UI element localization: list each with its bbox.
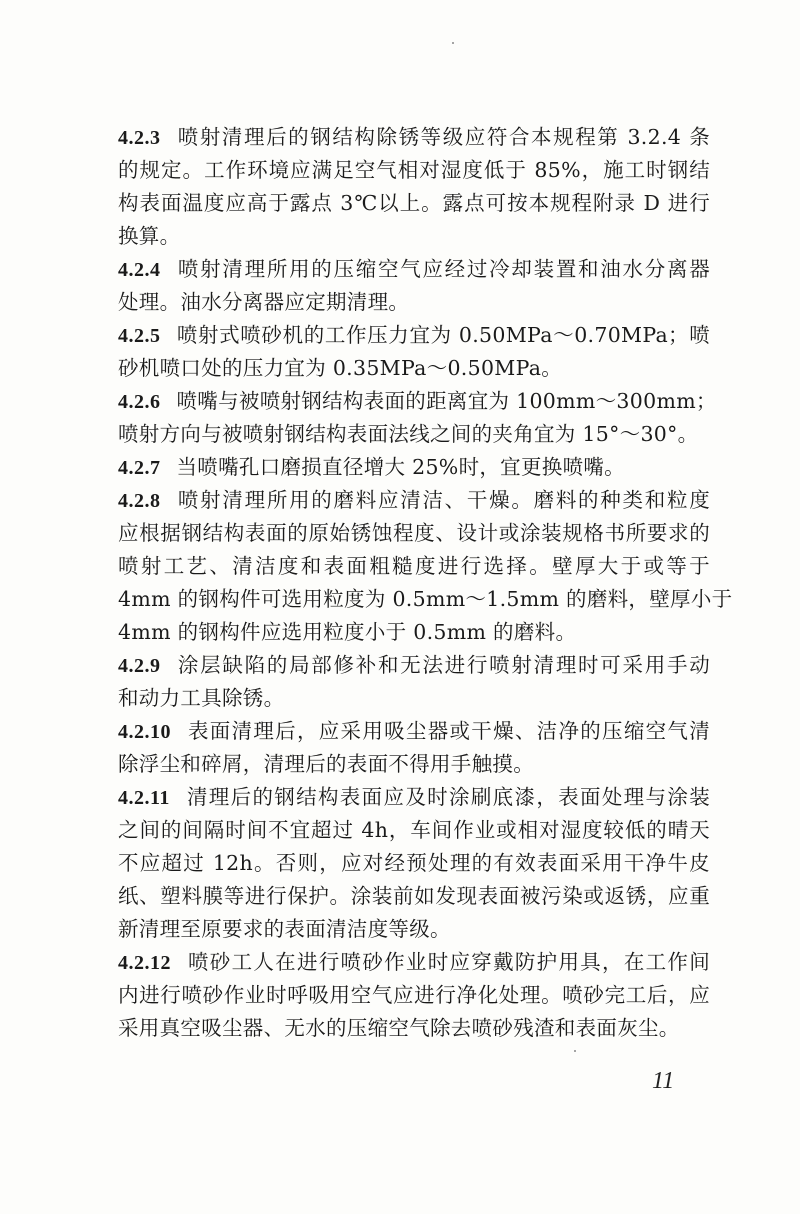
clause-text: 喷射工艺、清洁度和表面粗糙度进行选择。壁厚大于或等于 [118, 554, 710, 578]
text-line [118, 979, 710, 1012]
clause-text: 涂层缺陷的局部修补和无法进行喷射清理时可采用手动 [176, 653, 710, 677]
clause-number: 4.2.5 [118, 325, 161, 347]
clause-4-2-4 [118, 253, 710, 319]
clause-number: 4.2.8 [118, 490, 161, 512]
text-line [118, 814, 710, 847]
text-line [118, 616, 710, 649]
text-line [118, 352, 710, 385]
clause-text: 应根据钢结构表面的原始锈蚀程度、设计或涂装规格书所要求的 [118, 521, 710, 545]
clause-number: 4.2.9 [118, 655, 161, 677]
clause-number: 4.2.11 [118, 787, 170, 809]
text-line [118, 418, 710, 451]
clause-text: 喷嘴与被喷射钢结构表面的距离宜为 100mm～300mm； [176, 389, 717, 413]
clause-text: 喷射式喷砂机的工作压力宜为 0.50MPa～0.70MPa；喷 [176, 323, 710, 347]
text-line [118, 451, 710, 484]
clause-text: 喷射清理所用的磨料应清洁、干燥。磨料的种类和粒度 [176, 488, 710, 512]
clause-text: 除浮尘和碎屑，清理后的表面不得用手触摸。 [118, 752, 534, 776]
text-line [118, 154, 710, 187]
clause-number: 4.2.7 [118, 457, 161, 479]
scan-speck [574, 1050, 576, 1052]
text-line [118, 682, 710, 715]
clause-text: 之间的间隔时间不宜超过 4h，车间作业或相对湿度较低的晴天 [118, 818, 710, 842]
text-line [118, 649, 710, 682]
text-line [118, 187, 710, 220]
clause-text: 和动力工具除锈。 [118, 686, 285, 710]
text-line [118, 1012, 710, 1045]
scan-speck [452, 42, 454, 44]
clause-4-2-7 [118, 451, 710, 484]
clause-text: 换算。 [118, 224, 181, 248]
clause-text: 喷砂工人在进行喷砂作业时应穿戴防护用具，在工作间 [187, 950, 710, 974]
page-number: 11 [652, 1068, 675, 1094]
clause-text: 4mm 的钢构件应选用粒度小于 0.5mm 的磨料。 [118, 620, 577, 644]
clause-text: 新清理至原要求的表面清洁度等级。 [118, 917, 451, 941]
document-body [118, 121, 733, 1045]
text-line [118, 880, 710, 913]
text-line [118, 583, 733, 616]
clause-text: 当喷嘴孔口磨损直径增大 25%时，宜更换喷嘴。 [176, 455, 625, 479]
text-line [118, 946, 710, 979]
clause-number: 4.2.10 [118, 721, 171, 743]
clause-text: 喷射清理所用的压缩空气应经过冷却装置和油水分离器 [176, 257, 710, 281]
text-line [118, 913, 710, 946]
clause-text: 喷射清理后的钢结构除锈等级应符合本规程第 3.2.4 条 [176, 125, 710, 149]
text-line [118, 319, 710, 352]
clause-text: 内进行喷砂作业时呼吸用空气应进行净化处理。喷砂完工后，应 [118, 983, 710, 1007]
text-line [118, 385, 717, 418]
text-line [118, 715, 710, 748]
clause-4-2-10 [118, 715, 710, 781]
clause-text: 表面清理后，应采用吸尘器或干燥、洁净的压缩空气清 [187, 719, 710, 743]
clause-text: 纸、塑料膜等进行保护。涂装前如发现表面被污染或返锈，应重 [118, 884, 710, 908]
text-line [118, 220, 710, 253]
clause-text: 的规定。工作环境应满足空气相对湿度低于 85%，施工时钢结 [118, 158, 710, 182]
clause-4-2-8 [118, 484, 733, 649]
clause-text: 处理。油水分离器应定期清理。 [118, 290, 410, 314]
text-line [118, 253, 710, 286]
text-line [118, 781, 710, 814]
clause-text: 喷射方向与被喷射钢结构表面法线之间的夹角宜为 15°～30°。 [118, 422, 699, 446]
clause-text: 清理后的钢结构表面应及时涂刷底漆，表面处理与涂装 [185, 785, 710, 809]
clause-text: 采用真空吸尘器、无水的压缩空气除去喷砂残渣和表面灰尘。 [118, 1016, 680, 1040]
clause-text: 不应超过 12h。否则，应对经预处理的有效表面采用干净牛皮 [118, 851, 710, 875]
text-line [118, 550, 710, 583]
text-line [118, 517, 710, 550]
text-line [118, 484, 710, 517]
clause-4-2-9 [118, 649, 710, 715]
clause-number: 4.2.3 [118, 127, 161, 149]
clause-4-2-6 [118, 385, 717, 451]
text-line [118, 748, 710, 781]
clause-text: 构表面温度应高于露点 3℃以上。露点可按本规程附录 D 进行 [118, 191, 710, 215]
clause-4-2-5 [118, 319, 710, 385]
clause-number: 4.2.6 [118, 391, 161, 413]
text-line [118, 286, 710, 319]
clause-text: 4mm 的钢构件可选用粒度为 0.5mm～1.5mm 的磨料，壁厚小于 [118, 587, 733, 611]
clause-4-2-12 [118, 946, 710, 1045]
text-line [118, 847, 710, 880]
clause-text: 砂机喷口处的压力宜为 0.35MPa～0.50MPa。 [118, 356, 563, 380]
clause-4-2-3 [118, 121, 710, 253]
text-line [118, 121, 710, 154]
clause-number: 4.2.4 [118, 259, 161, 281]
clause-number: 4.2.12 [118, 952, 171, 974]
clause-4-2-11 [118, 781, 710, 946]
